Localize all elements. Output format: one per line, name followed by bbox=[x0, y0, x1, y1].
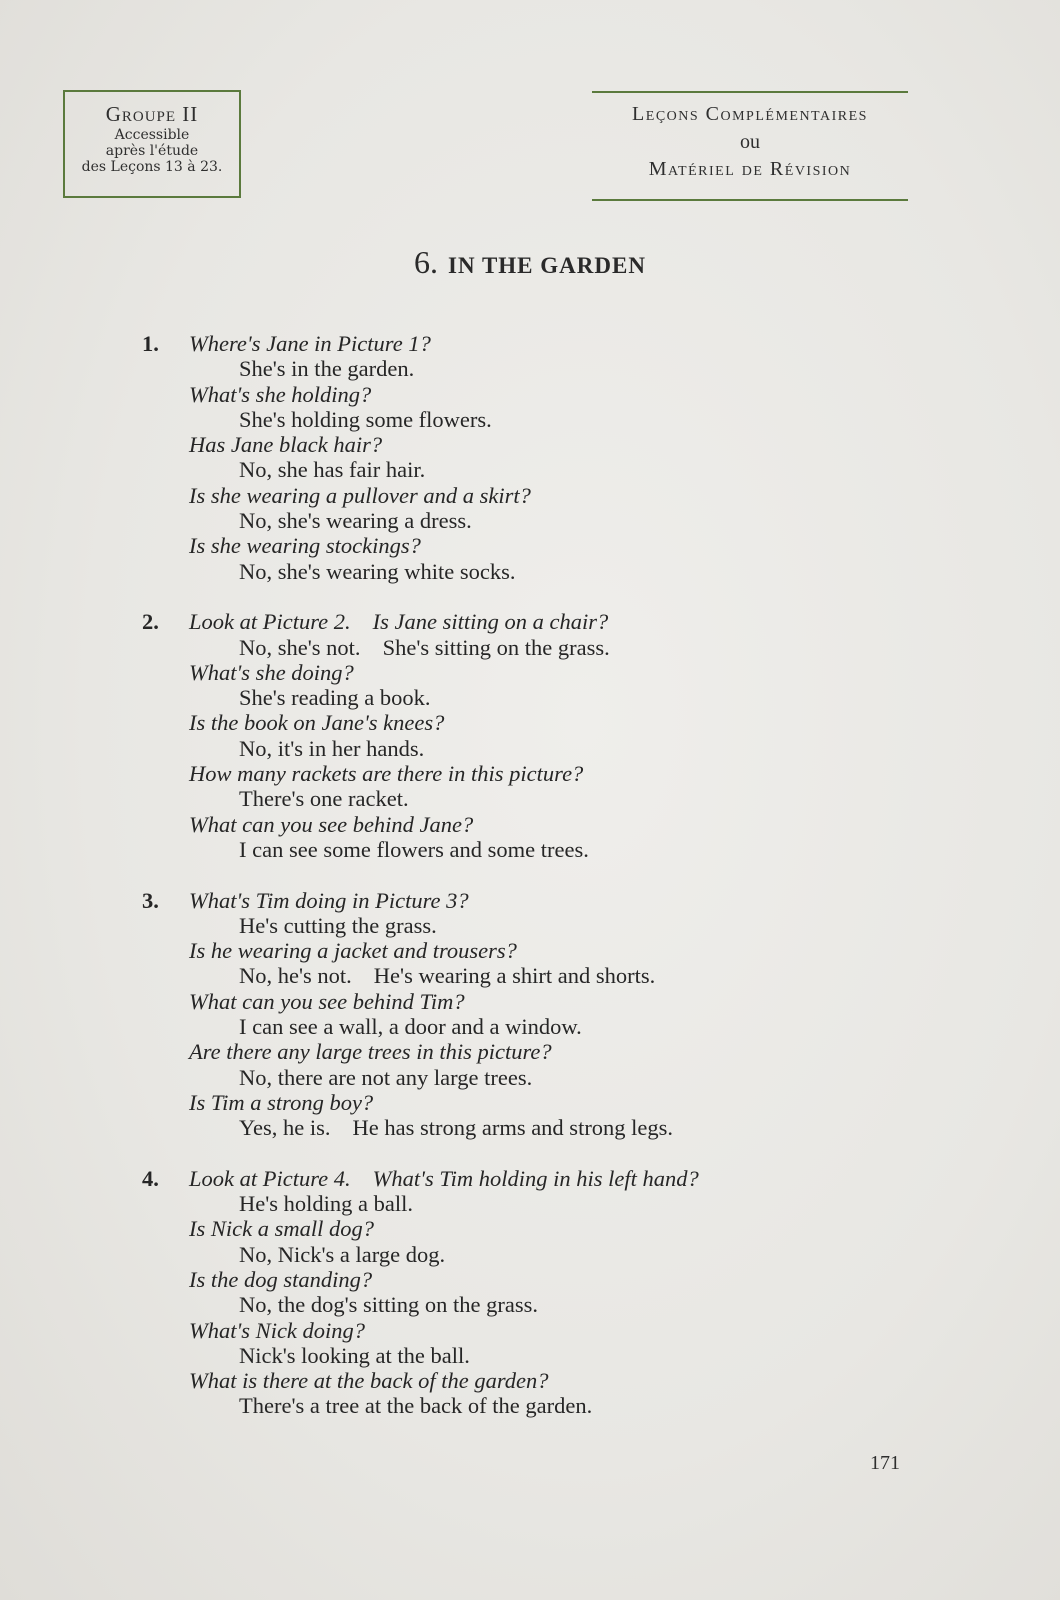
answer-line bbox=[140, 837, 940, 862]
answer-text: No, she has fair hair. bbox=[239, 457, 426, 483]
question-text: What's Nick doing? bbox=[189, 1317, 366, 1343]
question-text: What's she holding? bbox=[189, 381, 372, 407]
answer-text: No, it's in her hands. bbox=[239, 735, 425, 761]
question-line bbox=[140, 761, 940, 786]
question-line bbox=[140, 1166, 940, 1191]
question-line bbox=[140, 710, 940, 735]
question-text: What can you see behind Jane? bbox=[189, 811, 474, 837]
question-line bbox=[140, 1090, 940, 1115]
answer-text: Yes, he is. bbox=[239, 1115, 331, 1141]
answer-text: No, there are not any large trees. bbox=[239, 1064, 533, 1090]
exercise bbox=[140, 1166, 940, 1419]
question-text: What's she doing? bbox=[189, 659, 354, 685]
answer-text: She's in the garden. bbox=[239, 356, 415, 382]
answer-text: No, she's wearing a dress. bbox=[239, 508, 472, 534]
question-line bbox=[140, 1368, 940, 1393]
question-line bbox=[140, 888, 940, 913]
answer-text: Nick's looking at the ball. bbox=[239, 1342, 470, 1368]
question-text: Is she wearing stockings? bbox=[189, 533, 421, 559]
question-line bbox=[140, 989, 940, 1014]
question-text: Is the book on Jane's knees? bbox=[189, 710, 445, 736]
question-line bbox=[140, 382, 940, 407]
question-text: What is there at the back of the garden? bbox=[189, 1368, 549, 1394]
question-line bbox=[140, 938, 940, 963]
question-line bbox=[140, 812, 940, 837]
question-line bbox=[140, 1318, 940, 1343]
question-text: How many rackets are there in this picture? bbox=[189, 761, 584, 787]
section-header-line3: Matériel de Révision bbox=[648, 158, 852, 180]
answer-line bbox=[140, 913, 940, 938]
exercise bbox=[140, 888, 940, 1141]
answer-text: No, she's not. bbox=[239, 634, 361, 660]
answer-line bbox=[140, 1393, 940, 1418]
answer-line bbox=[140, 1343, 940, 1368]
answer-text: She's reading a book. bbox=[239, 685, 431, 711]
question-text: Where's Jane in Picture 1? bbox=[189, 331, 431, 356]
question-text: Has Jane black hair? bbox=[189, 432, 383, 458]
answer-line bbox=[140, 457, 940, 482]
exercise-number: 2. bbox=[142, 609, 159, 635]
answer-line bbox=[140, 1065, 940, 1090]
answer-text: There's one racket. bbox=[239, 786, 409, 812]
question-line bbox=[140, 331, 940, 356]
answer-text: He has strong arms and strong legs. bbox=[352, 1115, 674, 1141]
question-text: Is Tim a strong boy? bbox=[189, 1089, 374, 1115]
page-number: 171 bbox=[870, 1452, 900, 1474]
section-header bbox=[592, 91, 908, 201]
answer-text: No, the dog's sitting on the grass. bbox=[239, 1292, 539, 1318]
lesson-title bbox=[0, 244, 1060, 281]
section-header-line1: Leçons Complémentaires bbox=[632, 103, 868, 125]
lesson-name: IN THE GARDEN bbox=[448, 253, 646, 278]
question-line bbox=[140, 609, 940, 634]
question-text: Is the dog standing? bbox=[189, 1266, 373, 1292]
groupe-box bbox=[63, 90, 241, 198]
question-line bbox=[140, 1267, 940, 1292]
exercise bbox=[140, 331, 940, 584]
question-line bbox=[140, 533, 940, 558]
answer-text: I can see some flowers and some trees. bbox=[239, 836, 589, 862]
exercise bbox=[140, 609, 940, 862]
answer-text: No, he's not. bbox=[239, 963, 352, 989]
question-text: Is she wearing a pullover and a skirt? bbox=[189, 482, 531, 508]
answer-line bbox=[140, 356, 940, 381]
groupe-line: des Leçons 13 à 23. bbox=[81, 159, 223, 175]
question-text: Is he wearing a jacket and trousers? bbox=[189, 938, 517, 964]
exercise-list bbox=[140, 331, 940, 1444]
answer-line bbox=[140, 1191, 940, 1216]
answer-text: She's holding some flowers. bbox=[239, 406, 492, 432]
question-line bbox=[140, 1216, 940, 1241]
question-line bbox=[140, 1039, 940, 1064]
answer-line bbox=[140, 1115, 940, 1140]
question-text: What's Tim doing in Picture 3? bbox=[189, 887, 469, 913]
answer-text: He's wearing a shirt and shorts. bbox=[373, 963, 656, 989]
answer-text: He's holding a ball. bbox=[239, 1191, 414, 1217]
groupe-title: Groupe II bbox=[105, 102, 199, 126]
answer-line bbox=[140, 559, 940, 584]
answer-line bbox=[140, 635, 940, 660]
answer-line bbox=[140, 685, 940, 710]
answer-text: No, she's wearing white socks. bbox=[239, 558, 516, 584]
groupe-line: Accessible bbox=[114, 127, 190, 143]
answer-line bbox=[140, 1242, 940, 1267]
answer-text: No, Nick's a large dog. bbox=[239, 1241, 446, 1267]
question-text: Look at Picture 4. bbox=[189, 1165, 351, 1191]
exercise-number: 1. bbox=[142, 331, 159, 356]
answer-line bbox=[140, 407, 940, 432]
exercise-number: 3. bbox=[142, 887, 159, 913]
answer-line bbox=[140, 963, 940, 988]
answer-line bbox=[140, 508, 940, 533]
question-text: What's Tim holding in his left hand? bbox=[372, 1165, 699, 1191]
question-text: Is Nick a small dog? bbox=[189, 1216, 374, 1242]
answer-line bbox=[140, 1014, 940, 1039]
question-line bbox=[140, 432, 940, 457]
section-header-line2: ou bbox=[740, 131, 760, 153]
question-line bbox=[140, 483, 940, 508]
groupe-line: après l'étude bbox=[105, 143, 199, 159]
question-text: Are there any large trees in this picture? bbox=[189, 1039, 552, 1065]
question-text: What can you see behind Tim? bbox=[189, 988, 465, 1014]
question-line bbox=[140, 660, 940, 685]
lesson-number: 6. bbox=[414, 244, 439, 280]
question-text: Is Jane sitting on a chair? bbox=[372, 609, 609, 635]
answer-text: He's cutting the grass. bbox=[239, 912, 437, 938]
answer-line bbox=[140, 786, 940, 811]
answer-line bbox=[140, 1292, 940, 1317]
question-text: Look at Picture 2. bbox=[189, 609, 351, 635]
answer-text: There's a tree at the back of the garden. bbox=[239, 1393, 593, 1419]
answer-line bbox=[140, 736, 940, 761]
exercise-number: 4. bbox=[142, 1165, 159, 1191]
answer-text: She's sitting on the grass. bbox=[382, 634, 610, 660]
answer-text: I can see a wall, a door and a window. bbox=[239, 1014, 582, 1040]
